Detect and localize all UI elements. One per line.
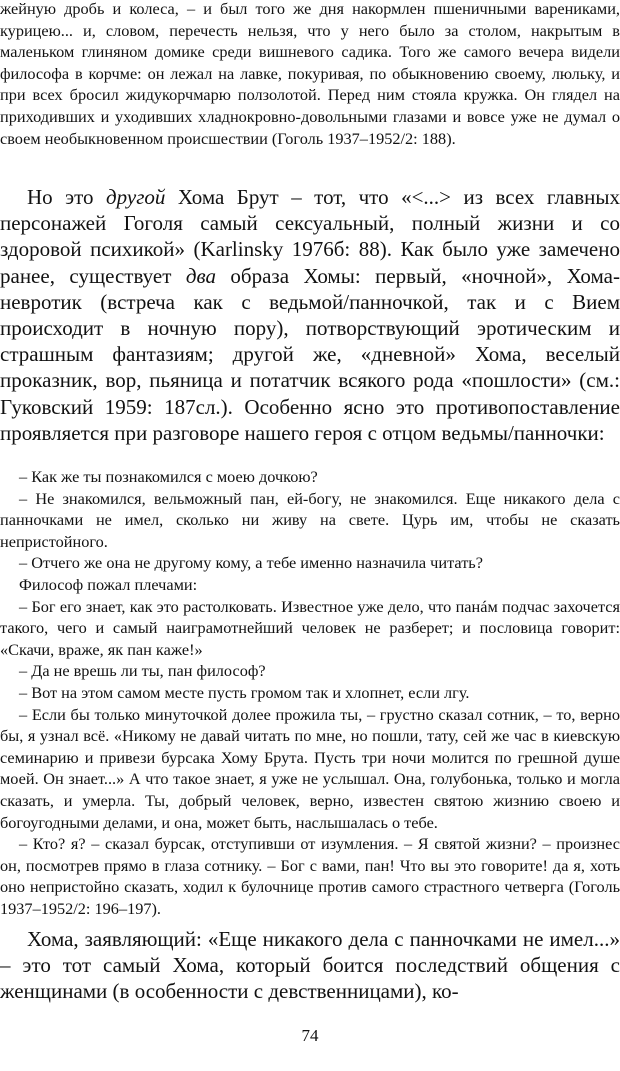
dialogue-line: – Если бы только минуточкой долее прожила ты, – грустно сказал сотник, – то, верно бы, я узнал всё. «Никому не давай читать по мне, но пошли, тату, сей же час в киевскую семинарию и привези бурсака Хому Брута. Пусть три ночи молится по грешной душе моей. Он знает...» А что такое знает, я уже не услышал. Она, голубонька, только и могла сказать, и умерла. Ты, добрый человек, верно, известен святою жизнию своею и богоугодными делами, и она, может быть, наслышалась о тебе. (0, 704, 620, 832)
dialogue-line: – Вот на этом самом месте пусть громом так и хлопнет, если лгу. (19, 682, 470, 702)
dialogue-line: – Как же ты познакомился с моею дочкою? (19, 467, 318, 486)
body-paragraph-1 (0, 184, 620, 446)
dialogue-line: Философ пожал плечами: (19, 574, 198, 594)
quote-paragraph: жейную дробь и колеса, – и был того же дня накормлен пшеничными варениками, курицею... и, словом, перечесть нельзя, что у него было за столом, накрытым в маленьком глиняном домике среди вишневого садика. Того же самого вечера видели философа в корчме: он лежал на лавке, покуривая, по обыкновению своему, люльку, и при всех бросил жидукорчмарю ползолотой. Перед ним стояла кружка. Он глядел на приходивших и уходивших хладнокровно-довольными глазами и вовсе уже не думал о своем необыкновенном происшествии (Гоголь 1937–1952/2: 188). (0, 0, 620, 148)
dialogue-quote-block (0, 466, 620, 919)
dialogue-line: – Не знакомился, вельможный пан, ей-богу, не знакомился. Еще никакого дела с панночками не имел, сколько ни живу на свете. Цурь им, чтобы не сказать непристойного. (0, 488, 620, 551)
body-paragraph-text: Хома, заявляющий: «Еще никакого дела с панночками не имел...» – это тот самый Хома, который боится последствий общения с женщинами (в особенности с девственницами), ко- (0, 927, 620, 1004)
page-number: 74 (301, 1026, 319, 1045)
dialogue-line: – Бог его знает, как это растолковать. Известное уже дело, что панáм подчас захочется такого, чего и самый наиграмотнейший человек не разберет; и пословица говорит: «Скачи, враже, як пан каже!» (0, 596, 620, 659)
text-run: Хома Брут – тот, что «<...> из всех главных персонажей Гоголя самый сексуальный, полный жизни и со здоровой психикой» (Karlinsky 1976б: 88). Как было уже замечено ранее, существует (0, 185, 620, 288)
emphasis-text: два (185, 263, 216, 288)
dialogue-line: – Да не врешь ли ты, пан философ? (19, 661, 266, 681)
text-run: образа Хомы: первый, «ночной», Хома-невротик (встреча как с ведьмой/панночкой, так и с Вием происходит в ночную пору), потворствующий эротическим и страшным фантазиям; другой же, «дневной» Хома, веселый проказник, вор, пьяница и потатчик всякого рода «пошлости» (см.: Гуковский 1959: 187сл.). Особенно ясно это противопоставление проявляется при разговоре нашего героя с отцом ведьмы/панночки: (0, 263, 620, 445)
body-paragraph-2 (0, 926, 620, 1005)
dialogue-line: – Отчего же она не другому кому, а тебе именно назначила читать? (19, 553, 483, 573)
text-run: Но это (27, 185, 107, 209)
quote-block-top (0, 0, 620, 149)
body-paragraph-text (0, 184, 620, 446)
emphasis-text: другой (106, 185, 166, 209)
dialogue-line: – Кто? я? – сказал бурсак, отступивши от изумления. – Я святой жизни? – произнес он, посмотрев прямо в глаза сотнику. – Бог с вами, пан! Что вы это говорите! да я, хоть оно непристойно сказать, ходил к булочнице против самого страстного четверга (Гоголь 1937–1952/2: 196–197). (0, 834, 620, 918)
